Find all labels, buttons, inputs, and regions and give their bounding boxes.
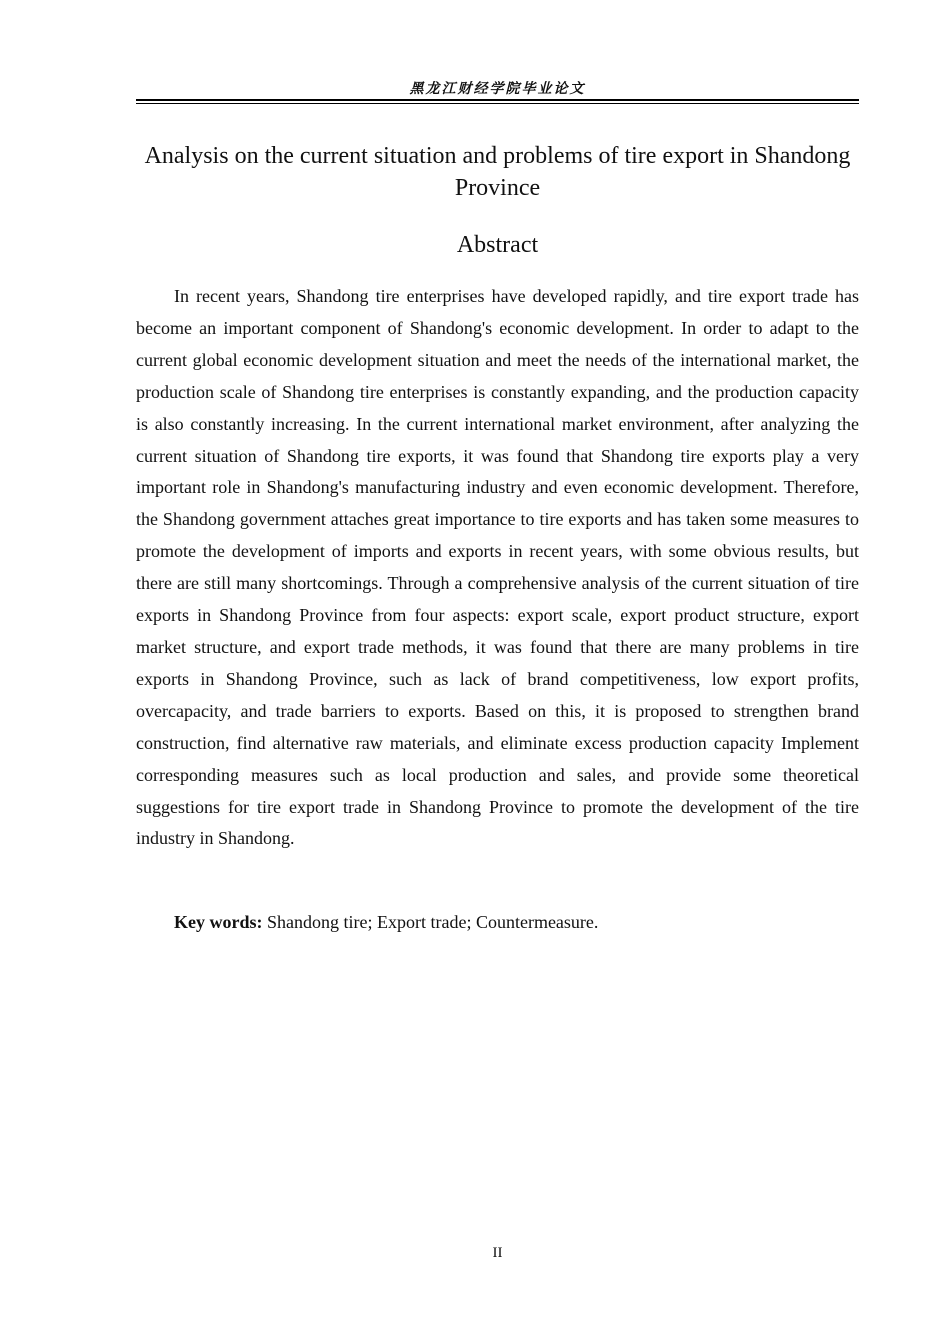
abstract-heading: Abstract [456, 232, 539, 258]
keywords-label: Key words: [174, 912, 263, 932]
page-number: II [492, 1245, 503, 1261]
keywords-value: Shandong tire; Export trade; Countermeasure. [262, 912, 599, 932]
keywords-line [136, 907, 859, 938]
page-header: 黑龙江财经学院毕业论文 [409, 81, 586, 97]
header-rule [136, 99, 859, 104]
abstract-body: In recent years, Shandong tire enterprises have developed rapidly, and tire export trade has become an important component of Shandong's economic development. In order to adapt to the current global economic development situation and meet the needs of the international market, the production scale of Shandong tire enterprises is constantly expanding, and the production capacity is also constantly increasing. In the current international market environment, after analyzing the current situation of Shandong tire exports, it was found that Shandong tire exports play a very important role in Shandong's manufacturing industry and even economic development. Therefore, the Shandong government attaches great importance to tire exports and has taken some measures to promote the development of imports and exports in recent years, with some obvious results, but there are still many shortcomings. Through a comprehensive analysis of the current situation of tire exports in Shandong Province from four aspects: export scale, export product structure, export market structure, and export trade methods, it was found that there are many problems in tire exports in Shandong Province, such as lack of brand competitiveness, low export profits, overcapacity, and trade barriers to exports. Based on this, it is proposed to strengthen brand construction, find alternative raw materials, and eliminate excess production capacity Implement corresponding measures such as local production and sales, and provide some theoretical suggestions for tire export trade in Shandong Province to promote the development of the tire industry in Shandong. [136, 286, 859, 849]
thesis-title: Analysis on the current situation and problems of tire export in Shandong Province [144, 143, 851, 201]
